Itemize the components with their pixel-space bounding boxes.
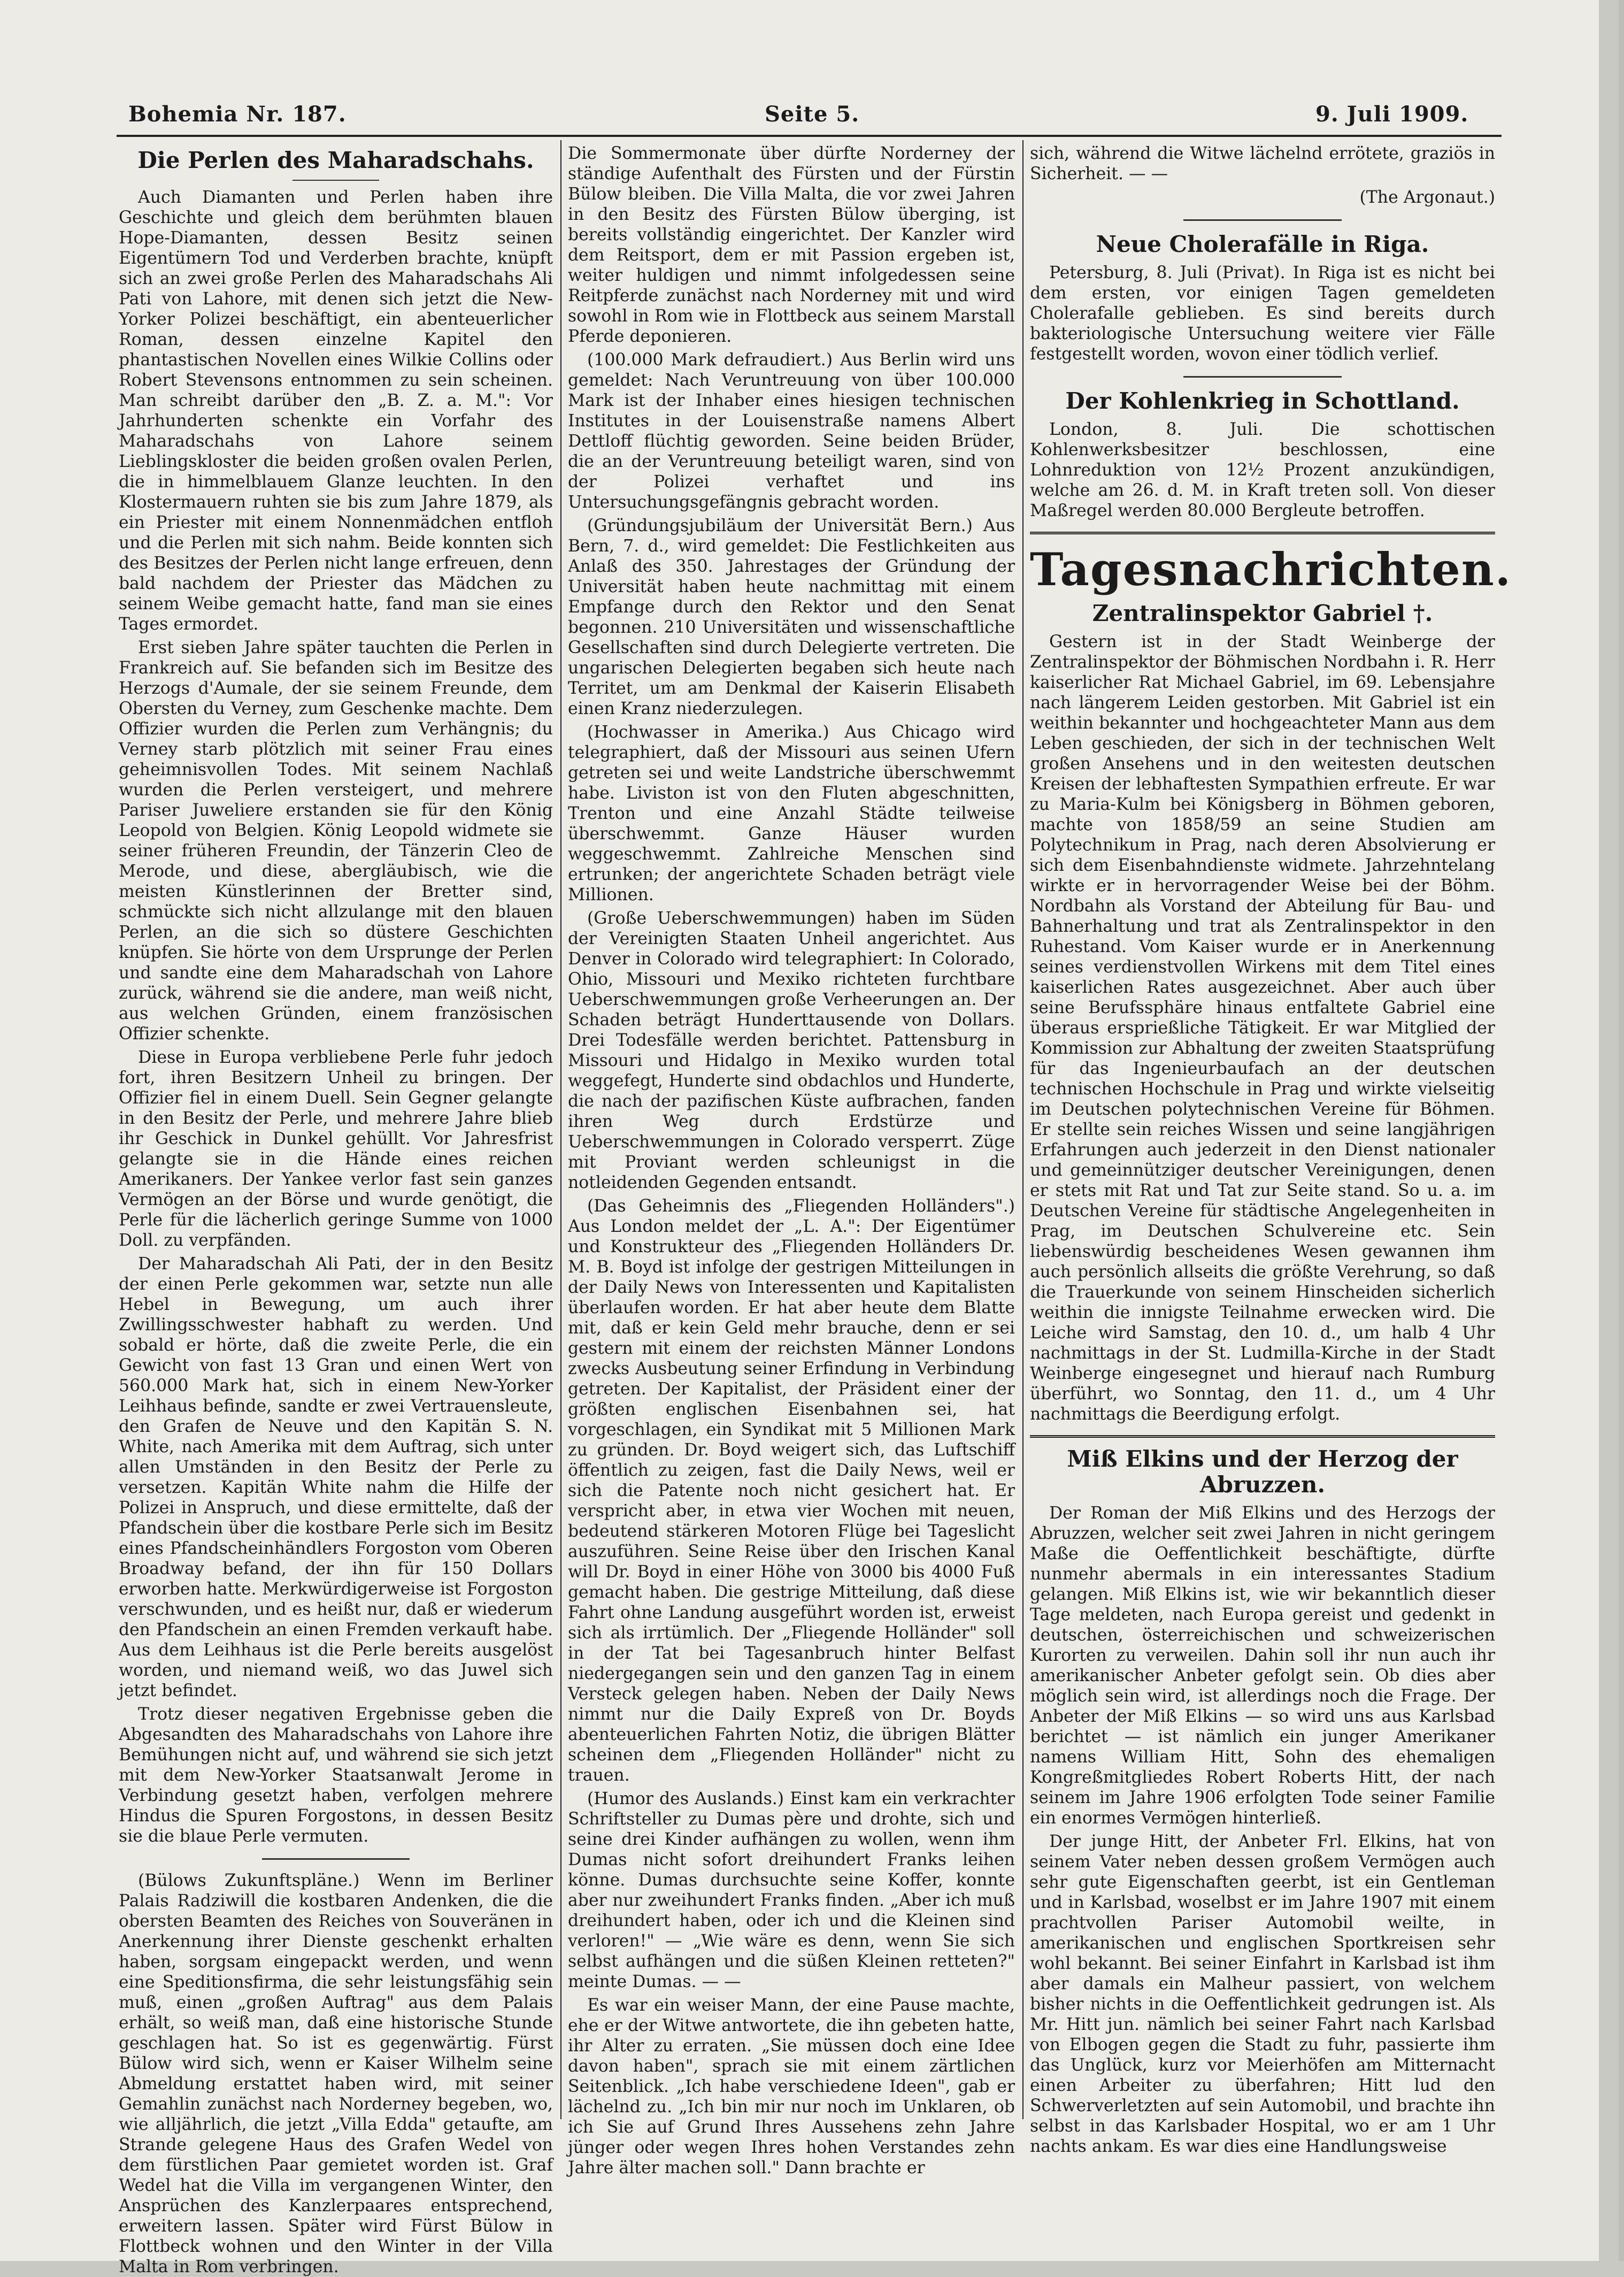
section-rule bbox=[1030, 1435, 1495, 1438]
header-page-number: Seite 5. bbox=[765, 102, 860, 127]
headline-cholera: Neue Cholerafälle in Riga. bbox=[1096, 231, 1429, 257]
headline-obituary: Zentralinspektor Gabriel †. bbox=[1092, 600, 1433, 626]
news-item: (Humor des Auslands.) Einst kam ein verkrachter Schriftsteller zu Dumas père und drohte, sich und seine drei Kinder aufhängen zu wollen, wenn ihm Dumas nicht sofort dreihundert Franks leihen könne. Dumas durchsuchte seine Koffer, konnte aber nur zweihundert Franks finden. „Aber ich muß dreihundert haben, oder ich und die Kleinen sind verloren!" — „Wie wäre es denn, wenn Sie sich selbst aufhängen und die süßen Kleinen retteten?" meinte Dumas. — — bbox=[568, 1789, 1015, 1991]
news-item: (Gründungsjubiläum der Universität Bern.) Aus Bern, 7. d., wird gemeldet: Die Festlichkeiten aus Anlaß des 350. Jahrestages der Gründung der Universität haben heute nachmittag mit einem Empfange durch den Rektor und den Senat begonnen. 210 Universitäten und wissenschaftliche Gesellschaften sind durch Delegierte vertreten. Die ungarischen Delegierten begaben sich heute nach Territet, um am Denkmal der Kaiserin Elisabeth einen Kranz niederzulegen. bbox=[568, 516, 1015, 718]
column-3 bbox=[1030, 143, 1512, 2156]
news-item-continued: Die Sommermonate über dürfte Norderney der ständige Aufenthalt des Fürsten und der Fürstin Bülow bleiben. Die Villa Malta, die vor zwei Jahren in den Besitz des Fürsten Bülow überging, ist bereits vollständig eingerichtet. Der Kanzler wird dem Reitsport, dem er mit Passion ergeben ist, weiter huldigen und nimmt infolgedessen seine Reitpferde zunächst nach Norderney mit und wird sowohl in Rom wie in Flottbeck aus seinem Marstall Pferde deponieren. bbox=[568, 144, 1015, 346]
article-paragraph: Erst sieben Jahre später tauchten die Perlen in Frankreich auf. Sie befanden sich im Besitze des Herzogs d'Aumale, der sie seinem Freunde, dem Obersten du Verney, zum Geschenke machte. Dem Offizier wurden die Perlen zum Verhängnis; du Verney starb plötzlich mit seiner Frau eines geheimnisvollen Todes. Mit seinem Nachlaß wurden die Perlen versteigert, und mehrere Pariser Juweliere erstanden sie für den König Leopold von Belgien. König Leopold widmete sie seiner früheren Freundin, der Tänzerin Cleo de Merode, und diese, abergläubisch, wie die meisten Künstlerinnen der Bretter sind, schmückte sich nicht allzulange mit den blauen Perlen, an die sich so düstere Geschichten knüpfen. Sie hörte von dem Ursprunge der Perlen und sandte eine dem Maharadschah von Lahore zurück, während sie die andere, man weiß nicht, aus welchen Gründen, einem französischen Offizier schenkte. bbox=[119, 638, 553, 1044]
telegram: London, 8. Juli. Die schottischen Kohlenwerksbesitzer beschlossen, eine Lohnreduktion von 12½ Prozent anzukündigen, welche am 26. d. M. in Kraft treten soll. Von dieser Maßregel werden 80.000 Bergleute betroffen. bbox=[1030, 420, 1495, 520]
source-credit: (The Argonaut.) bbox=[1359, 188, 1495, 207]
article-paragraph: Der Maharadschah Ali Pati, der in den Besitz der einen Perle gekommen war, setzte nun alle Hebel in Bewegung, um auch ihrer Zwillingsschwester habhaft zu werden. Und sobald er hörte, daß die zweite Perle, die ein Gewicht von fast 13 Gran und einen Wert von 560.000 Mark hat, sich in einem New-Yorker Leihhaus befinde, sandte er zwei Vertrauensleute, den Grafen de Neuve und den Kapitän S. N. White, nach Amerika mit dem Auftrag, sich unter allen Umständen in den Besitz der Perle zu versetzen. Kapitän White nahm die Hilfe der Polizei in Anspruch, und diese ermittelte, daß der Pfandschein über die kostbare Perle sich im Besitz eines Pfandscheinhändlers Forgoston vom Oberen Broadway befand, der ihn für 150 Dollars erworben hatte. Merkwürdigerweise ist Forgoston verschwunden, und es heißt nur, daß er wiederum den Pfandschein an einen Fremden verkauft habe. Aus dem Leihhaus ist die Perle bereits ausgelöst worden, und niemand weiß, wo das Juwel sich jetzt befindet. bbox=[119, 1254, 553, 1700]
column-1 bbox=[119, 143, 553, 2276]
column-divider bbox=[1022, 140, 1023, 2119]
telegram: Petersburg, 8. Juli (Privat). In Riga ist es nicht bei dem ersten, vor einigen Tagen gemeldeten Cholerafalle geblieben. Es sind bereits durch bakteriologische Untersuchung weitere vier Fälle festgestellt worden, wovon einer tödlich verlief. bbox=[1030, 263, 1495, 364]
section-separator bbox=[1183, 219, 1342, 221]
news-item: (Bülows Zukunftspläne.) Wenn im Berliner Palais Radziwill die kostbaren Andenken, die die obersten Beamten des Reiches von Souveränen in Anerkennung ihrer Dienste geschenkt erhalten haben, sorgsam eingepackt werden, und wenn eine Speditionsfirma, die sehr leistungsfähig sein muß, einen „großen Auftrag" aus dem Palais erhält, so weiß man, daß eine historische Stunde geschlagen hat. So ist es gegenwärtig. Fürst Bülow wird sich, wenn er Kaiser Wilhelm seine Abmeldung erstattet haben wird, mit seiner Gemahlin zunächst nach Norderney begeben, wo, wie alljährlich, die jetzt „Villa Edda" getaufte, am Strande gelegene Haus des Grafen Wedel von dem fürstlichen Paar gemietet worden ist. Graf Wedel hat die Villa im vergangenen Winter, den Ansprüchen des Kanzlerpaares entsprechend, erweitern lassen. Später wird Fürst Bülow in Flottbeck wohnen und den Winter in der Villa Malta in Rom verbringen. bbox=[119, 1871, 553, 2276]
headline-elkins: Miß Elkins und der Herzog der Abruzzen. bbox=[1067, 1446, 1458, 1498]
news-item: (Große Ueberschwemmungen) haben im Süden der Vereinigten Staaten Unheil angerichtet. Aus Denver in Colorado wird telegraphiert: In Colorado, Ohio, Missouri und Mexiko richteten furchtbare Ueberschwemmungen große Verheerungen an. Der Schaden beträgt Hunderttausende von Dollars. Drei Todesfälle werden berichtet. Pattensburg in Missouri und Hidalgo in Mexiko wurden total weggefegt, Hunderte sind obdachlos und Hunderte, die nach der pazifischen Küste aufbrachen, fanden ihren Weg durch Erdstürze und Ueberschwemmungen in Colorado versperrt. Züge mit Proviant werden schleunigst in die notleidenden Gegenden entsandt. bbox=[568, 909, 1015, 1192]
news-item-continued: sich, während die Witwe lächelnd errötete, graziös in Sicherheit. — — bbox=[1030, 144, 1495, 183]
article-paragraph: Diese in Europa verbliebene Perle fuhr jedoch fort, ihren Besitzern Unheil zu bringen. Der Offizier fiel in einem Duell. Sein Gegner gelangte in den Besitz der Perle, und mehrere Jahre blieb ihr Geschick in Dunkel gehüllt. Vor Jahresfrist gelangte sie in die Hände eines reichen Amerikaners. Der Yankee verlor fast sein ganzes Vermögen an der Börse und wurde genötigt, die Perle für die lächerlich geringe Summe von 1000 Doll. zu verpfänden. bbox=[119, 1048, 553, 1250]
column-2 bbox=[568, 143, 1015, 2178]
column-divider bbox=[560, 140, 561, 2119]
article-paragraph: Auch Diamanten und Perlen haben ihre Geschichte und gleich dem berühmten blauen Hope-Diamanten, dessen Besitz seinen Eigentümern Tod und Verderben brachte, knüpft sich an zwei große Perlen des Maharadschahs Ali Pati von Lahore, mit denen sich jetzt die New-Yorker Polizei beschäftigt, ein abenteuerlicher Roman, dessen einzelne Kapitel den phantastischen Novellen eines Wilkie Collins oder Robert Stevensons entnommen zu sein scheinen. Man schreibt darüber den „B. Z. a. M.": Vor Jahrhunderten schenkte ein Vorfahr des Maharadschahs von Lahore seinem Lieblingskloster die beiden großen ovalen Perlen, die in himmelblauem Glanze leuchten. In den Klostermauern ruhten sie bis zum Jahre 1879, als ein Priester mit einem Nonnenmädchen entfloh und die Perlen mit sich nahm. Beide konnten sich des Besitzes der Perlen nicht lange erfreuen, denn bald nachdem der Priester das Mädchen zu seinem Weibe gemacht hatte, fand man sie eines Tages ermordet. bbox=[119, 188, 553, 634]
section-separator bbox=[1183, 376, 1342, 378]
section-title: Tagesnachrichten. bbox=[1030, 543, 1512, 596]
title-rule bbox=[293, 180, 379, 181]
article-paragraph: Gestern ist in der Stadt Weinberge der Zentralinspektor der Böhmischen Nordbahn i. R. Herr kaiserlicher Rat Michael Gabriel, im 69. Lebensjahre nach längerem Leiden gestorben. Mit Gabriel ist ein weithin bekannter und hochgeachteter Mann aus dem Leben geschieden, der sich in der technischen Welt großen Ansehens und in den weitesten deutschen Kreisen der lebhaftesten Sympathien erfreute. Er war zu Maria-Kulm bei Königsberg in Böhmen geboren, machte von 1858/59 an seine Studien am Polytechnikum in Prag, nach deren Absolvierung er sich dem Eisenbahndienste widmete. Jahrzehntelang wirkte er in hervorragender Weise bei der Böhm. Nordbahn als Vorstand der Abteilung für Bau- und Bahnerhaltung und trat als Zentralinspektor in den Ruhestand. Vom Kaiser wurde er in Anerkennung seines verdienstvollen Wirkens mit dem Titel eines kaiserlichen Rates ausgezeichnet. Aber auch über seine Berufssphäre hinaus entfaltete Gabriel eine überaus ersprießliche Tätigkeit. Er war Mitglied der Kommission zur Abhaltung der zweiten Staatsprüfung für das Ingenieurbaufach an der deutschen technischen Hochschule in Prag und wirkte vielseitig im Deutschen polytechnischen Vereine für Böhmen. Er stellte sein reiches Wissen und seine langjährigen Erfahrungen auch jederzeit in den Dienst nationaler und gemeinnütziger deutscher Vereinigungen, denen er stets mit Rat und Tat zur Seite stand. So u. a. im Deutschen Vereine für städtische Angelegenheiten in Prag, im Deutschen Schulvereine etc. Sein liebenswürdig bescheidenes Wesen gewannen ihm auch persönlich allseits die größte Verehrung, so daß die Trauerkunde von seinem Hinscheiden sicherlich weithin die innigste Teilnahme erwecken wird. Die Leiche wird Samstag, den 10. d., um halb 4 Uhr nachmittags in der St. Ludmilla-Kirche in der Stadt Weinberge eingesegnet und hierauf nach Rumburg überführt, wo Sonntag, den 11. d., um 4 Uhr nachmittags die Beerdigung erfolgt. bbox=[1030, 632, 1495, 1424]
headline-coal-strike: Der Kohlenkrieg in Schottland. bbox=[1065, 388, 1460, 414]
section-rule bbox=[1030, 532, 1495, 534]
scan-edge bbox=[1619, 0, 1624, 2261]
article-paragraph: Trotz dieser negativen Ergebnisse geben die Abgesandten des Maharadschahs von Lahore ihre Bemühungen nicht auf, und während sie sich jetzt mit dem New-Yorker Staatsanwalt Jerome in Verbindung gesetzt haben, verfolgen mehrere Hindus die Spuren Forgostons, in dessen Besitz sie die blaue Perle vermuten. bbox=[119, 1705, 553, 1846]
article-paragraph: Der junge Hitt, der Anbeter Frl. Elkins, hat von seinem Vater neben dessen großem Vermögen auch sehr gute Eigenschaften geerbt, ist ein Gentleman und in Karlsbad, woselbst er im Jahre 1907 mit einem prachtvollen Pariser Automobil weilte, in amerikanischen und englischen Sportkreisen sehr wohl bekannt. Bei seiner Einfahrt in Karlsbad ist ihm aber damals ein Malheur passiert, von welchem bisher nichts in die Oeffentlichkeit gedrungen ist. Als Mr. Hitt jun. nämlich bei seiner Fahrt nach Karlsbad von Elbogen gegen die Stadt zu fuhr, passierte ihm das Unglück, kurz vor Meierhöfen am Mitternacht einen Arbeiter zu überfahren; Hitt lud den Schwerverletzten auf sein Automobil, und brachte ihn selbst in das Karlsbader Hospital, wo er am 1 Uhr nachts ankam. Es war dies eine Handlungsweise bbox=[1030, 1832, 1495, 2156]
section-separator bbox=[262, 1858, 410, 1860]
news-item: (Das Geheimnis des „Fliegenden Holländers".) Aus London meldet der „L. A.": Der Eigentümer und Konstrukteur des „Fliegenden Holländers Dr. M. B. Boyd ist infolge der gestrigen Mitteilungen in der Daily News von Interessenten und Kapitalisten überlaufen worden. Er hat aber heute dem Blatte mit, daß er kein Geld mehr brauche, denn er sei gestern mit einem der reichsten Männer Londons zwecks Ausbeutung seiner Erfindung in Verbindung getreten. Der Kapitalist, der Präsident einer der größten englischen Eisenbahnen sei, hat vorgeschlagen, ein Syndikat mit 5 Millionen Mark zu gründen. Dr. Boyd weigert sich, das Luftschiff öffentlich zu zeigen, fast die Daily News, weil er sich die Patente noch nicht gesichert hat. Er verspricht aber, in etwa vier Wochen mit neuen, bedeutend stärkeren Motoren Flüge bei Tageslicht auszuführen. Seine Reise über den Irischen Kanal will Dr. Boyd in einer Höhe von 3000 bis 4000 Fuß gemacht haben. Die gestrige Mitteilung, daß diese Fahrt ohne Landung ausgeführt worden ist, erweist sich als irrtümlich. Der „Fliegende Holländer" soll in der Tat bei Tagesanbruch hinter Belfast niedergegangen sein und den ganzen Tag in einem Versteck gelegen haben. Neben der Daily News nimmt nur die Daily Expreß von Dr. Boyds abenteuerlichen Fahrten Notiz, die übrigen Blätter scheinen dem „Fliegenden Holländer" nicht zu trauen. bbox=[568, 1197, 1015, 1785]
header-rule bbox=[117, 135, 1502, 137]
header-date: 9. Juli 1909. bbox=[1315, 102, 1469, 127]
article-paragraph: Der Roman der Miß Elkins und des Herzogs der Abruzzen, welcher seit zwei Jahren in nicht geringem Maße die Oeffentlichkeit beschäftigte, dürfte nunmehr abermals in ein interessantes Stadium gelangen. Miß Elkins ist, wie wir bekanntlich dieser Tage meldeten, nach Europa gereist und gedenkt in deutschen, österreichischen und schweizerischen Kurorten zu verweilen. Dahin soll ihr nun auch ihr amerikanischer Anbeter gefolgt sein. Ob dies aber möglich sein wird, ist allerdings noch die Frage. Der Anbeter der Miß Elkins — so wird uns aus Karlsbad berichtet — ist nämlich ein junger Amerikaner namens William Hitt, Sohn des ehemaligen Kongreßmitgliedes Robert Roberts Hitt, der nach seinem im Jahre 1906 erfolgten Tode seiner Familie ein enormes Vermögen hinterließ. bbox=[1030, 1504, 1495, 1828]
header-issue: Bohemia Nr. 187. bbox=[128, 102, 347, 127]
news-item: (100.000 Mark defraudiert.) Aus Berlin wird uns gemeldet: Nach Veruntreuung von über 100.000 Mark ist der Inhaber eines hiesigen technischen Institutes in der Louisenstraße namens Albert Dettloff flüchtig geworden. Seine beiden Brüder, die an der Veruntreuung beteiligt waren, sind von der Polizei verhaftet und ins Untersuchungsgefängnis gebracht worden. bbox=[568, 350, 1015, 512]
news-item: (Hochwasser in Amerika.) Aus Chicago wird telegraphiert, daß der Missouri aus seinen Ufern getreten sei und weite Landstriche überschwemmt habe. Liviston ist von den Fluten abgeschnitten, Trenton und eine Anzahl Städte teilweise überschwemmt. Ganze Häuser wurden weggeschwemmt. Zahlreiche Menschen sind ertrunken; der angerichtete Schaden beträgt viele Millionen. bbox=[568, 723, 1015, 904]
article-title: Die Perlen des Maharadschahs. bbox=[137, 147, 534, 173]
news-item: Es war ein weiser Mann, der eine Pause machte, ehe er der Witwe antwortete, die ihn gebeten hatte, ihr Alter zu erraten. „Sie müssen doch eine Idee davon haben", sprach sie mit einem zärtlichen Seitenblick. „Ich habe verschiedene Ideen", gab er lächelnd zu. „Ich bin mir nur noch im Unklaren, ob ich Sie auf Grund Ihres Aussehens zehn Jahre jünger oder wegen Ihres hohen Verstandes zehn Jahre älter machen soll." Dann brachte er bbox=[568, 1996, 1015, 2178]
